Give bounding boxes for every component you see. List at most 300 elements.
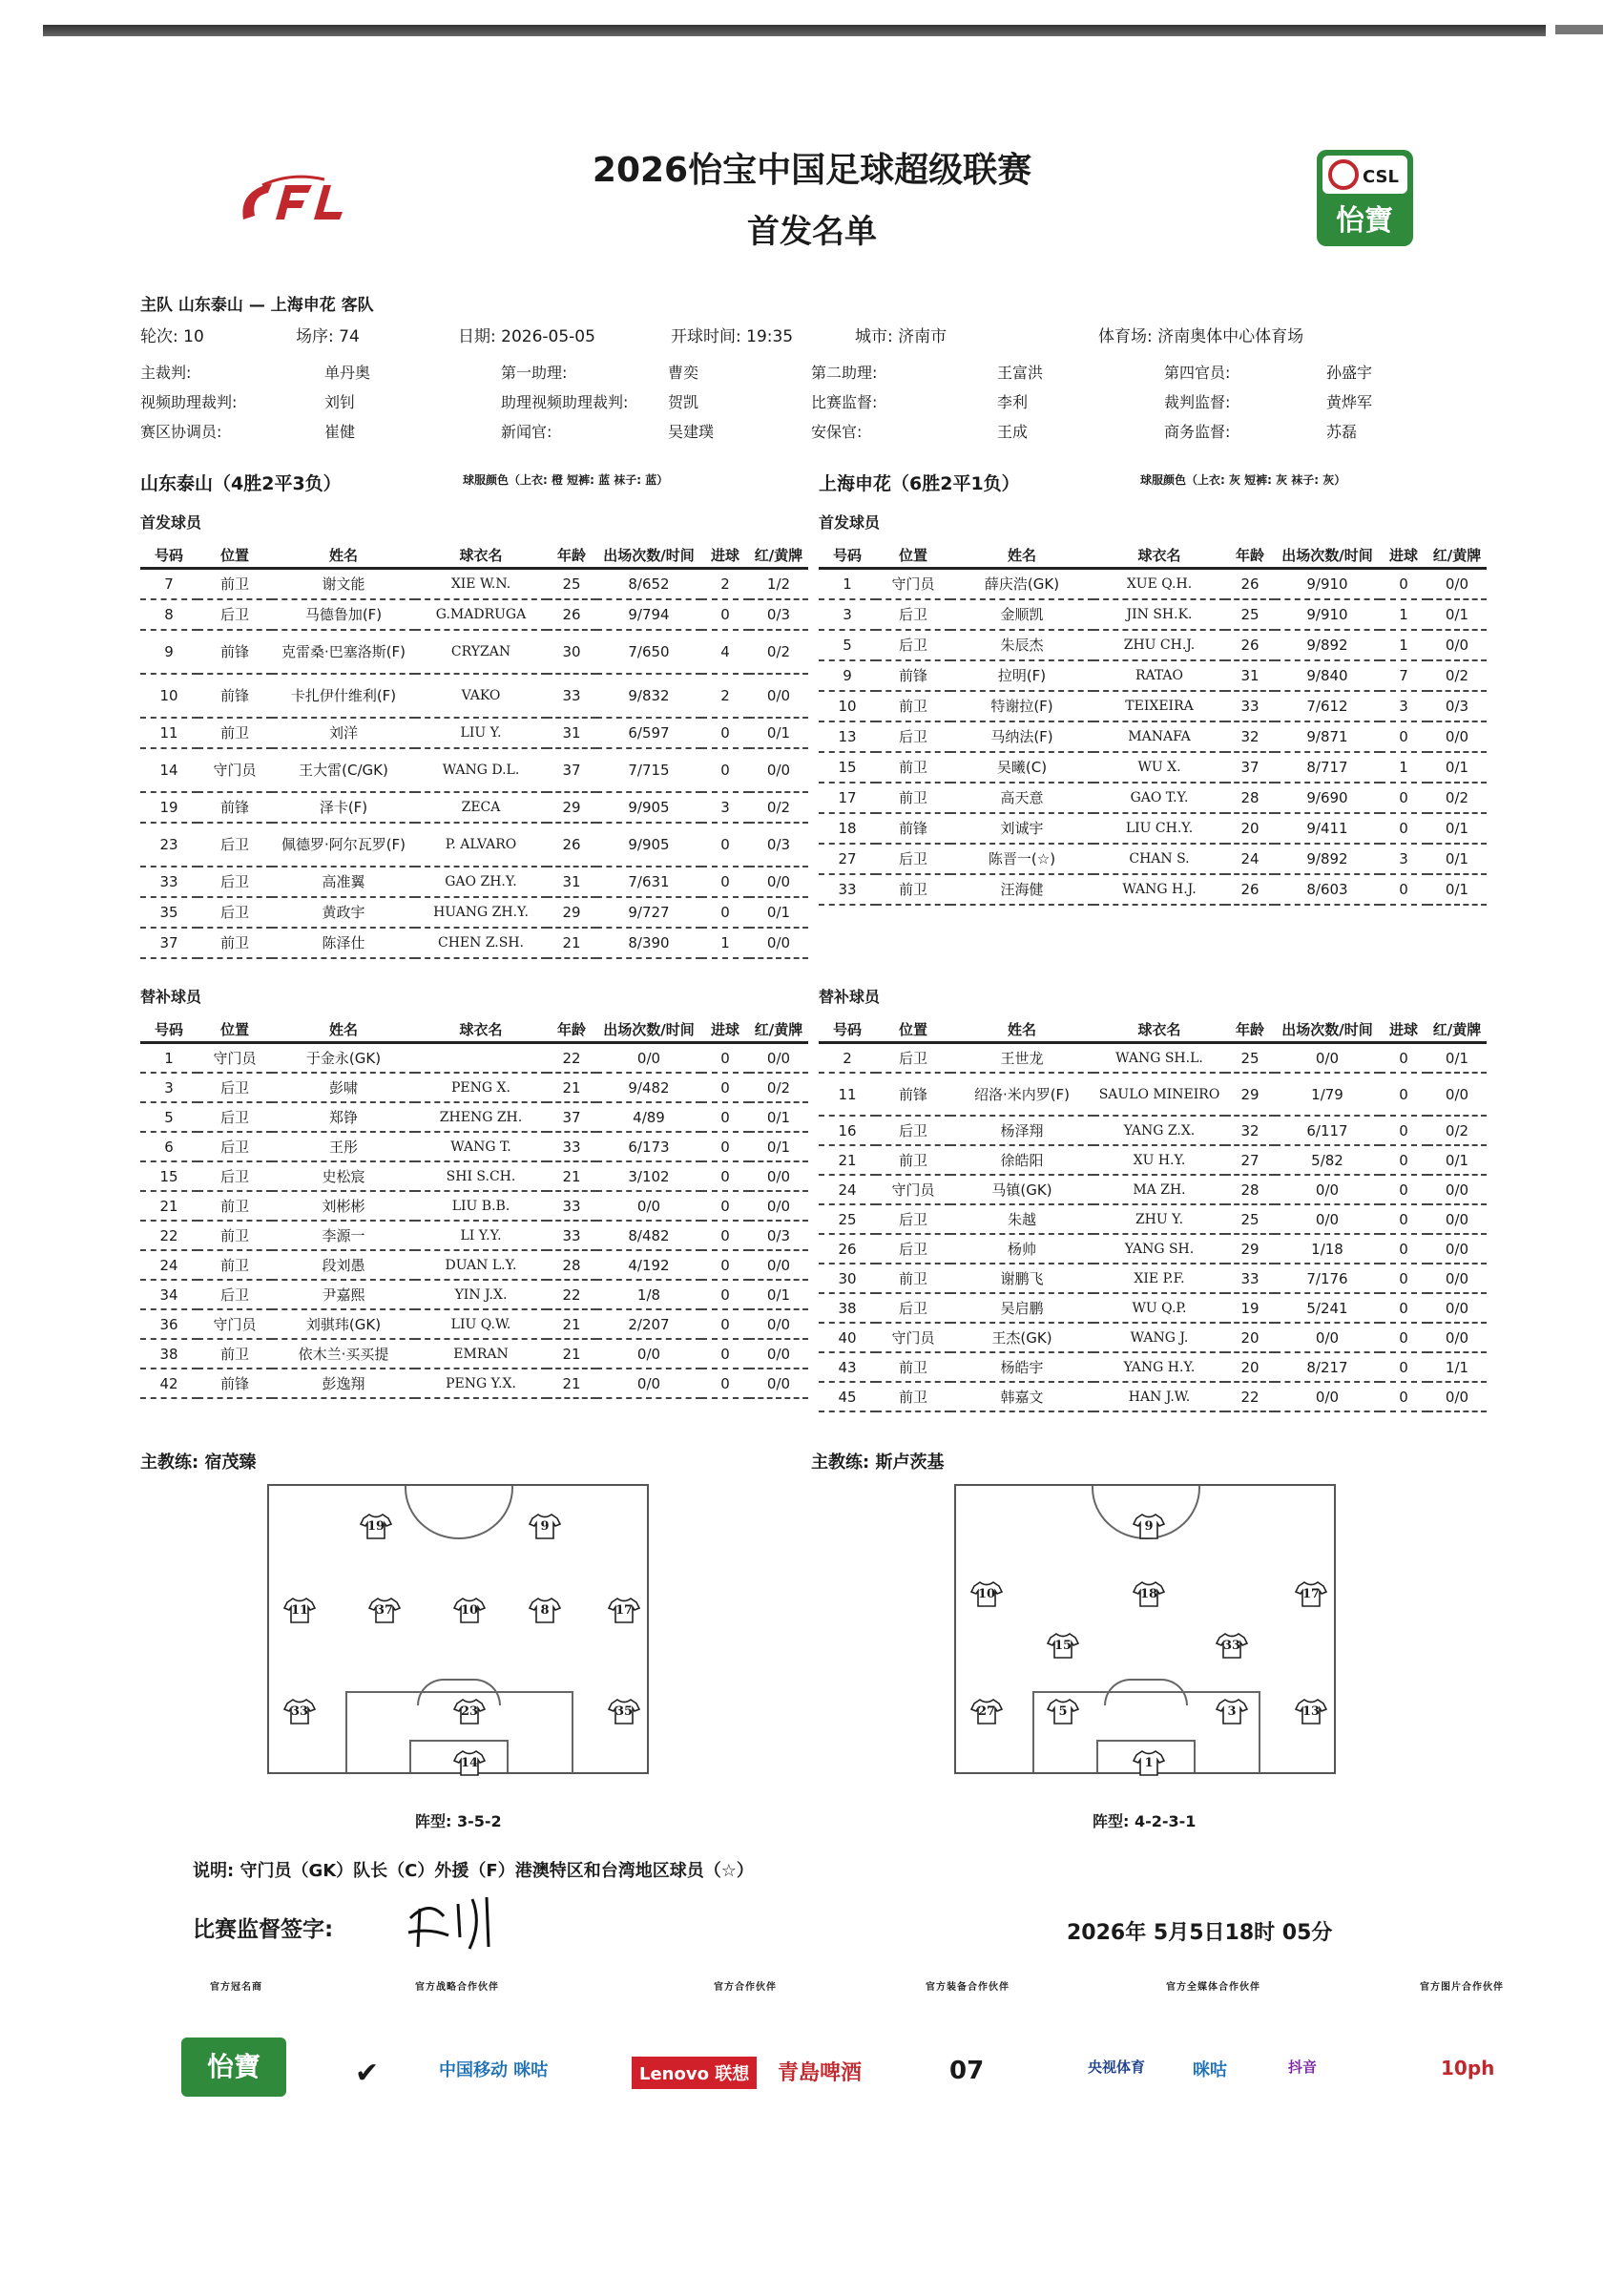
- player-row: [819, 599, 1487, 630]
- player-goals: 0: [701, 1369, 749, 1398]
- player-age: 21: [547, 1309, 596, 1339]
- player-shirt-icon: [1216, 1632, 1248, 1659]
- player-row: [819, 630, 1487, 660]
- player-name: 马德鲁加(F): [272, 599, 415, 630]
- player-shirt-icon: [529, 1513, 561, 1539]
- player-shirt-name: CHAN S.: [1093, 844, 1225, 874]
- player-goals: 0: [1380, 1073, 1427, 1116]
- player-goals: 0: [1380, 1382, 1427, 1411]
- player-goals: 0: [701, 1102, 749, 1132]
- away-starters-table: [819, 542, 1487, 906]
- player-row: [140, 1161, 808, 1191]
- scan-edge: [43, 25, 1546, 36]
- player-row: [140, 630, 808, 674]
- player-number: 17: [819, 783, 876, 813]
- column-header: 进球: [1380, 1016, 1427, 1043]
- player-row: [819, 1352, 1487, 1382]
- player-goals: 3: [701, 792, 749, 823]
- player-position: 后卫: [198, 1073, 272, 1102]
- sponsor-label: 官方合作伙伴: [714, 1982, 777, 1993]
- player-appearances: 1/8: [596, 1280, 701, 1309]
- player-goals: 0: [1380, 813, 1427, 844]
- player-appearances: 9/910: [1275, 569, 1380, 600]
- player-age: 21: [547, 1339, 596, 1369]
- player-shirt-icon: [453, 1597, 486, 1623]
- player-age: 26: [1225, 630, 1275, 660]
- player-appearances: 7/631: [596, 867, 701, 897]
- official-name: 王成: [997, 423, 1029, 441]
- player-appearances: 7/650: [596, 630, 701, 674]
- player-position: 后卫: [876, 1293, 950, 1323]
- player-shirt-name: XUE Q.H.: [1093, 569, 1225, 600]
- player-appearances: 0/0: [596, 1191, 701, 1221]
- player-shirt-name: ZECA: [415, 792, 547, 823]
- player-shirt-name: WU Q.P.: [1093, 1293, 1225, 1323]
- player-goals: 0: [1380, 1323, 1427, 1352]
- player-goals: 0: [1380, 1352, 1427, 1382]
- column-header: 位置: [876, 1016, 950, 1043]
- player-name: 刘洋: [272, 718, 415, 748]
- player-number: 21: [140, 1191, 198, 1221]
- player-position: 后卫: [198, 1280, 272, 1309]
- player-cards: 0/1: [749, 1132, 808, 1161]
- player-cards: 0/0: [1427, 569, 1487, 600]
- player-name: 马镇(GK): [950, 1175, 1093, 1204]
- player-position: 守门员: [876, 1323, 950, 1352]
- official-name: 单丹奥: [324, 364, 371, 382]
- shirt-number: 17: [614, 1603, 634, 1618]
- player-appearances: 7/612: [1275, 691, 1380, 721]
- table-header-row: [140, 1016, 808, 1043]
- official-role: 第二助理:: [811, 364, 878, 382]
- player-row: [140, 599, 808, 630]
- player-number: 11: [140, 718, 198, 748]
- player-row: [819, 1382, 1487, 1411]
- column-header: 号码: [140, 542, 198, 569]
- player-appearances: 0/0: [1275, 1323, 1380, 1352]
- home-coach: 主教练: 宿茂臻: [140, 1452, 257, 1473]
- column-header: 姓名: [950, 542, 1093, 569]
- player-position: 后卫: [198, 823, 272, 867]
- player-number: 14: [140, 748, 198, 792]
- player-cards: 0/2: [749, 792, 808, 823]
- player-shirt-name: YANG H.Y.: [1093, 1352, 1225, 1382]
- sponsor-logo-10ph: 10ph: [1441, 2057, 1495, 2079]
- player-shirt-name: SAULO MINEIRO: [1093, 1073, 1225, 1116]
- away-coach: 主教练: 斯卢茨基: [811, 1452, 945, 1473]
- player-name: 黄政宇: [272, 897, 415, 928]
- player-position: 后卫: [198, 1102, 272, 1132]
- player-name: 卡扎伊什维利(F): [272, 674, 415, 718]
- player-appearances: 6/597: [596, 718, 701, 748]
- shirt-number: 3: [1227, 1704, 1237, 1719]
- player-cards: 0/1: [1427, 752, 1487, 783]
- player-name: 佩德罗·阿尔瓦罗(F): [272, 823, 415, 867]
- player-position: 前卫: [876, 1382, 950, 1411]
- player-appearances: 6/117: [1275, 1116, 1380, 1145]
- player-position: 后卫: [198, 599, 272, 630]
- player-row: [819, 1264, 1487, 1293]
- player-cards: 0/3: [1427, 691, 1487, 721]
- player-number: 33: [819, 874, 876, 905]
- player-cards: 0/2: [1427, 660, 1487, 691]
- player-shirt-icon: [1216, 1698, 1248, 1724]
- sponsor-logo-migu: 咪咕: [1193, 2060, 1227, 2080]
- player-cards: 0/0: [1427, 630, 1487, 660]
- player-age: 29: [1225, 1234, 1275, 1264]
- player-shirt-name: XU H.Y.: [1093, 1145, 1225, 1175]
- page-subtitle: 首发名单: [747, 213, 877, 251]
- player-age: 33: [547, 674, 596, 718]
- player-name: 吴曦(C): [950, 752, 1093, 783]
- player-name: 依木兰·买买提: [272, 1339, 415, 1369]
- column-header: 进球: [701, 542, 749, 569]
- official-role: 裁判监督:: [1164, 393, 1231, 411]
- player-number: 9: [819, 660, 876, 691]
- official-role: 第一助理:: [501, 364, 568, 382]
- shirt-number: 27: [977, 1704, 996, 1719]
- away-formation-pitch: [954, 1484, 1336, 1774]
- player-cards: 0/0: [1427, 1293, 1487, 1323]
- official-role: 赛区协调员:: [140, 423, 222, 441]
- player-position: 守门员: [198, 1309, 272, 1339]
- player-name: 高天意: [950, 783, 1093, 813]
- round: 轮次: 10: [140, 327, 204, 346]
- player-row: [140, 1221, 808, 1250]
- player-age: 37: [1225, 752, 1275, 783]
- shirt-number: 11: [290, 1603, 309, 1618]
- player-cards: 0/1: [1427, 844, 1487, 874]
- player-shirt-name: SHI S.CH.: [415, 1161, 547, 1191]
- player-appearances: 9/411: [1275, 813, 1380, 844]
- player-age: 33: [547, 1221, 596, 1250]
- player-goals: 0: [1380, 1145, 1427, 1175]
- player-row: [140, 928, 808, 958]
- player-shirt-name: LIU Y.: [415, 718, 547, 748]
- player-shirt-icon: [1295, 1698, 1327, 1724]
- player-goals: 0: [1380, 721, 1427, 752]
- player-shirt-icon: [1133, 1513, 1165, 1539]
- player-age: 26: [547, 823, 596, 867]
- sponsor-logo-lenovo: Lenovo 联想: [632, 2057, 757, 2089]
- official-name: 曹奕: [668, 364, 699, 382]
- player-name: 薛庆浩(GK): [950, 569, 1093, 600]
- player-goals: 0: [701, 1132, 749, 1161]
- player-age: 33: [1225, 1264, 1275, 1293]
- player-age: 29: [547, 897, 596, 928]
- player-shirt-name: ZHU Y.: [1093, 1204, 1225, 1234]
- player-goals: 0: [701, 1043, 749, 1074]
- player-row: [819, 721, 1487, 752]
- player-row: [819, 844, 1487, 874]
- player-number: 2: [819, 1043, 876, 1074]
- column-header: 年龄: [1225, 1016, 1275, 1043]
- player-cards: 0/1: [1427, 1043, 1487, 1074]
- player-number: 5: [819, 630, 876, 660]
- player-number: 43: [819, 1352, 876, 1382]
- player-goals: 0: [701, 748, 749, 792]
- player-name: 王杰(GK): [950, 1323, 1093, 1352]
- player-number: 30: [819, 1264, 876, 1293]
- player-position: 后卫: [198, 1132, 272, 1161]
- player-appearances: 7/715: [596, 748, 701, 792]
- shirt-number: 1: [1144, 1756, 1154, 1770]
- player-shirt-name: WANG SH.L.: [1093, 1043, 1225, 1074]
- player-row: [140, 1250, 808, 1280]
- csl-logo-text: CSL: [1363, 167, 1399, 187]
- player-age: 28: [547, 1250, 596, 1280]
- player-number: 26: [819, 1234, 876, 1264]
- player-shirt-name: WANG H.J.: [1093, 874, 1225, 905]
- player-cards: 0/1: [749, 1280, 808, 1309]
- player-shirt-icon: [970, 1580, 1003, 1607]
- player-row: [819, 1204, 1487, 1234]
- page-title: 2026怡宝中国足球超级联赛: [592, 151, 1032, 190]
- player-row: [819, 569, 1487, 600]
- player-shirt-name: WANG T.: [415, 1132, 547, 1161]
- player-goals: 0: [1380, 1116, 1427, 1145]
- player-shirt-name: XIE P.F.: [1093, 1264, 1225, 1293]
- column-header: 年龄: [547, 542, 596, 569]
- player-shirt-icon: [1133, 1580, 1165, 1607]
- official-role: 主裁判:: [140, 364, 192, 382]
- player-number: 1: [140, 1043, 198, 1074]
- player-cards: 0/0: [749, 1161, 808, 1191]
- player-goals: 0: [1380, 1043, 1427, 1074]
- player-number: 1: [819, 569, 876, 600]
- player-name: 王彤: [272, 1132, 415, 1161]
- player-cards: 0/3: [749, 1221, 808, 1250]
- player-shirt-icon: [1047, 1632, 1079, 1659]
- player-number: 42: [140, 1369, 198, 1398]
- player-position: 后卫: [876, 1204, 950, 1234]
- player-appearances: 3/102: [596, 1161, 701, 1191]
- player-goals: 0: [1380, 874, 1427, 905]
- player-position: 后卫: [876, 630, 950, 660]
- player-appearances: 9/727: [596, 897, 701, 928]
- player-position: 后卫: [198, 897, 272, 928]
- official-name: 黄烨军: [1326, 393, 1373, 411]
- shirt-number: 13: [1301, 1704, 1321, 1719]
- player-goals: 0: [701, 1250, 749, 1280]
- away-starters-label: 首发球员: [819, 513, 881, 532]
- player-shirt-icon: [529, 1597, 561, 1623]
- player-goals: 0: [701, 1339, 749, 1369]
- player-number: 6: [140, 1132, 198, 1161]
- player-number: 16: [819, 1116, 876, 1145]
- player-position: 前锋: [198, 630, 272, 674]
- player-age: 22: [547, 1043, 596, 1074]
- player-row: [140, 718, 808, 748]
- player-row: [819, 1234, 1487, 1264]
- player-row: [140, 823, 808, 867]
- column-header: 号码: [819, 1016, 876, 1043]
- shirt-number: 37: [375, 1603, 394, 1618]
- official-name: 李利: [997, 393, 1029, 411]
- player-age: 25: [1225, 1204, 1275, 1234]
- official-role: 视频助理裁判:: [140, 393, 238, 411]
- player-age: 25: [1225, 599, 1275, 630]
- player-age: 22: [547, 1280, 596, 1309]
- sponsor-logo-07: 07: [949, 2057, 985, 2085]
- shirt-number: 9: [540, 1519, 550, 1534]
- sponsor-logo-nike: ✔: [355, 2057, 380, 2090]
- player-age: 24: [1225, 844, 1275, 874]
- player-appearances: 0/0: [1275, 1382, 1380, 1411]
- sponsor-logo-yibao: 怡寶: [181, 2038, 286, 2097]
- player-row: [819, 1043, 1487, 1074]
- player-cards: 0/0: [749, 1191, 808, 1221]
- player-position: 前卫: [198, 1339, 272, 1369]
- player-number: 34: [140, 1280, 198, 1309]
- player-row: [140, 569, 808, 600]
- shirt-number: 5: [1058, 1704, 1068, 1719]
- player-name: 汪海健: [950, 874, 1093, 905]
- player-shirt-name: ZHU CH.J.: [1093, 630, 1225, 660]
- player-number: 40: [819, 1323, 876, 1352]
- player-name: 特谢拉(F): [950, 691, 1093, 721]
- shirt-number: 9: [1144, 1519, 1154, 1534]
- official-role: 新闻官:: [501, 423, 552, 441]
- column-header: 出场次数/时间: [1275, 1016, 1380, 1043]
- player-shirt-icon: [368, 1597, 401, 1623]
- column-header: 出场次数/时间: [1275, 542, 1380, 569]
- shirt-number: 33: [1222, 1639, 1241, 1653]
- player-age: 26: [1225, 874, 1275, 905]
- column-header: 红/黄牌: [749, 542, 808, 569]
- player-cards: 0/0: [1427, 1073, 1487, 1116]
- player-number: 10: [819, 691, 876, 721]
- player-shirt-name: RATAO: [1093, 660, 1225, 691]
- column-header: 位置: [198, 1016, 272, 1043]
- away-subs-table: [819, 1016, 1487, 1412]
- player-position: 后卫: [876, 1234, 950, 1264]
- player-row: [140, 1132, 808, 1161]
- player-row: [819, 1323, 1487, 1352]
- official-name: 苏磊: [1326, 423, 1358, 441]
- player-name: 吴启鹏: [950, 1293, 1093, 1323]
- official-name: 崔健: [324, 423, 356, 441]
- player-appearances: 8/482: [596, 1221, 701, 1250]
- player-goals: 0: [701, 1280, 749, 1309]
- column-header: 位置: [198, 542, 272, 569]
- player-appearances: 9/794: [596, 599, 701, 630]
- player-name: 绍洛·米内罗(F): [950, 1073, 1093, 1116]
- player-goals: 7: [1380, 660, 1427, 691]
- player-position: 前卫: [876, 691, 950, 721]
- player-row: [140, 1043, 808, 1074]
- player-name: 高准翼: [272, 867, 415, 897]
- player-shirt-name: TEIXEIRA: [1093, 691, 1225, 721]
- player-age: 27: [1225, 1145, 1275, 1175]
- player-shirt-name: XIE W.N.: [415, 569, 547, 600]
- player-position: 前卫: [876, 752, 950, 783]
- player-shirt-icon: [283, 1698, 316, 1724]
- player-number: 5: [140, 1102, 198, 1132]
- player-age: 33: [547, 1191, 596, 1221]
- player-shirt-icon: [453, 1698, 486, 1724]
- player-shirt-name: CRYZAN: [415, 630, 547, 674]
- sponsor-label: 官方装备合作伙伴: [926, 1982, 1010, 1993]
- player-appearances: 9/892: [1275, 844, 1380, 874]
- player-appearances: 9/910: [1275, 599, 1380, 630]
- signature-label: 比赛监督签字:: [193, 1917, 334, 1942]
- player-number: 27: [819, 844, 876, 874]
- player-position: 后卫: [876, 599, 950, 630]
- player-shirt-name: P. ALVARO: [415, 823, 547, 867]
- player-appearances: 8/603: [1275, 874, 1380, 905]
- player-appearances: 9/840: [1275, 660, 1380, 691]
- player-row: [140, 1102, 808, 1132]
- player-age: 22: [1225, 1382, 1275, 1411]
- player-name: 韩嘉文: [950, 1382, 1093, 1411]
- player-position: 守门员: [876, 569, 950, 600]
- player-shirt-icon: [608, 1597, 640, 1623]
- shirt-number: 8: [540, 1603, 550, 1618]
- player-position: 前卫: [876, 1145, 950, 1175]
- shirt-number: 33: [290, 1704, 309, 1719]
- player-number: 18: [819, 813, 876, 844]
- player-shirt-name: WANG D.L.: [415, 748, 547, 792]
- player-appearances: 0/0: [1275, 1175, 1380, 1204]
- player-position: 守门员: [876, 1175, 950, 1204]
- player-cards: 0/0: [749, 1250, 808, 1280]
- player-number: 3: [140, 1073, 198, 1102]
- column-header: 红/黄牌: [1427, 542, 1487, 569]
- home-starters-table: [140, 542, 808, 959]
- player-name: 金顺凯: [950, 599, 1093, 630]
- away-formation: 阵型: 4-2-3-1: [1093, 1812, 1197, 1830]
- player-age: 28: [1225, 783, 1275, 813]
- player-age: 26: [1225, 569, 1275, 600]
- player-name: 段刘愚: [272, 1250, 415, 1280]
- player-goals: 3: [1380, 844, 1427, 874]
- table-header-row: [140, 542, 808, 569]
- player-cards: 0/0: [749, 1309, 808, 1339]
- player-age: 25: [1225, 1043, 1275, 1074]
- player-name: 彭逸翔: [272, 1369, 415, 1398]
- player-position: 守门员: [198, 1043, 272, 1074]
- player-shirt-name: WANG J.: [1093, 1323, 1225, 1352]
- player-cards: 0/0: [1427, 1204, 1487, 1234]
- shirt-number: 19: [366, 1519, 385, 1534]
- player-appearances: 8/717: [1275, 752, 1380, 783]
- player-number: 11: [819, 1073, 876, 1116]
- shirt-number: 23: [460, 1704, 479, 1719]
- player-shirt-name: HAN J.W.: [1093, 1382, 1225, 1411]
- player-name: 拉明(F): [950, 660, 1093, 691]
- player-cards: 0/0: [749, 1339, 808, 1369]
- player-cards: 0/1: [1427, 874, 1487, 905]
- player-name: 谢文能: [272, 569, 415, 600]
- player-name: 杨帅: [950, 1234, 1093, 1264]
- player-age: 21: [547, 928, 596, 958]
- player-position: 前卫: [198, 718, 272, 748]
- player-shirt-name: WU X.: [1093, 752, 1225, 783]
- player-cards: 1/1: [1427, 1352, 1487, 1382]
- player-row: [819, 874, 1487, 905]
- player-name: 彭啸: [272, 1073, 415, 1102]
- column-header: 进球: [1380, 542, 1427, 569]
- player-shirt-name: GAO ZH.Y.: [415, 867, 547, 897]
- player-number: 15: [140, 1161, 198, 1191]
- player-shirt-name: LI Y.Y.: [415, 1221, 547, 1250]
- player-number: 35: [140, 897, 198, 928]
- shirt-number: 14: [460, 1756, 479, 1770]
- pitch-penalty-arc: [1104, 1679, 1188, 1705]
- player-cards: 0/0: [1427, 1323, 1487, 1352]
- player-cards: 0/0: [1427, 1175, 1487, 1204]
